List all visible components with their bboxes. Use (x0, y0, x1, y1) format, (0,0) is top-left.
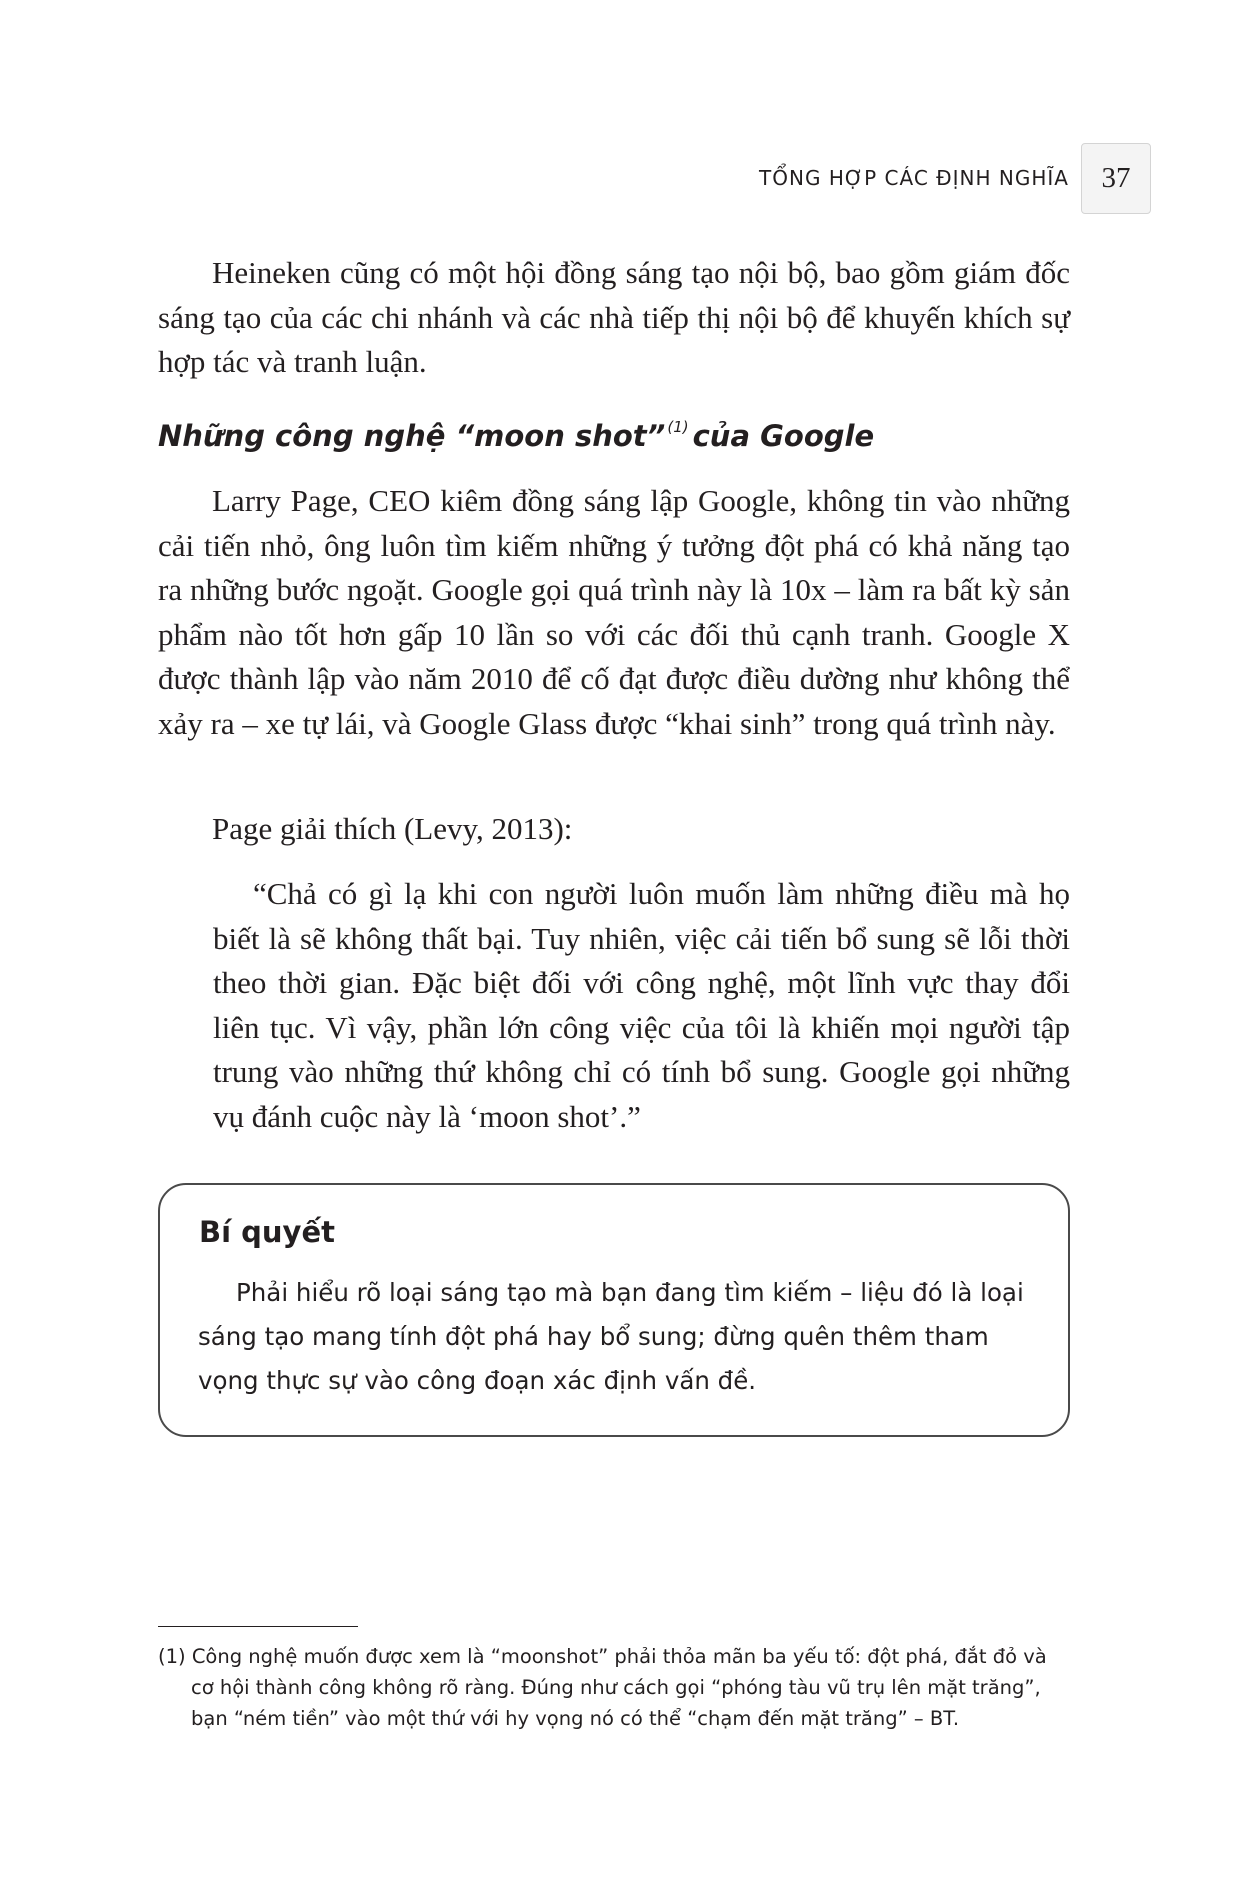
heading-text-start: Những công nghệ “moon shot” (158, 419, 666, 453)
footnote: (1) Công nghệ muốn được xem là “moonshot” phải thỏa mãn ba yếu tố: đột phá, đắt đỏ và cơ hội thành công không rõ ràng. Đúng như cách gọi “phóng tàu vũ trụ lên mặt trăng”, bạn “ném tiền” vào một thứ với hy vọng nó có thể “chạm đến mặt trăng” – BT. (158, 1645, 1047, 1730)
heading-text-end: của Google (692, 419, 875, 453)
tip-text: Phải hiểu rõ loại sáng tạo mà bạn đang tìm kiếm – liệu đó là loại sáng tạo mang tính đột phá hay bổ sung; đừng quên thêm tham vọng thực sự vào công đoạn xác định vấn đề. (198, 1278, 1024, 1395)
tip-title: Bí quyết (199, 1215, 335, 1249)
footnote-marker[interactable]: (1) (667, 418, 689, 436)
tip-box (158, 1183, 1070, 1437)
paragraph-larry-page: Larry Page, CEO kiêm đồng sáng lập Google, không tin vào những cải tiến nhỏ, ông luôn tìm kiếm những ý tưởng đột phá có khả năng tạo ra những bước ngoặt. Google gọi quá trình này là 10x – làm ra bất kỳ sản phẩm nào tốt hơn gấp 10 lần so với các đối thủ cạnh tranh. Google X được thành lập vào năm 2010 để cố đạt được điều dường như không thể xảy ra – xe tự lái, và Google Glass được “khai sinh” trong quá trình này. (158, 483, 1070, 741)
paragraph-page-explains: Page giải thích (Levy, 2013): (212, 811, 573, 846)
section-heading (158, 418, 874, 453)
running-header-title: TỔNG HỢP CÁC ĐỊNH NGHĨA (759, 166, 1069, 190)
paragraph-heineken: Heineken cũng có một hội đồng sáng tạo nội bộ, bao gồm giám đốc sáng tạo của các chi nhánh và các nhà tiếp thị nội bộ để khuyến khích sự hợp tác và tranh luận. (158, 255, 1070, 379)
footnote-divider (158, 1626, 358, 1627)
block-quote: “Chả có gì lạ khi con người luôn muốn làm những điều mà họ biết là sẽ không thất bại. Tuy nhiên, việc cải tiến bổ sung sẽ lỗi thời theo thời gian. Đặc biệt đối với công nghệ, một lĩnh vực thay đổi liên tục. Vì vậy, phần lớn công việc của tôi là khiến mọi người tập trung vào những thứ không chỉ có tính bổ sung. Google gọi những vụ đánh cuộc này là ‘moon shot’.” (213, 876, 1070, 1134)
page-number: 37 (1081, 143, 1151, 214)
